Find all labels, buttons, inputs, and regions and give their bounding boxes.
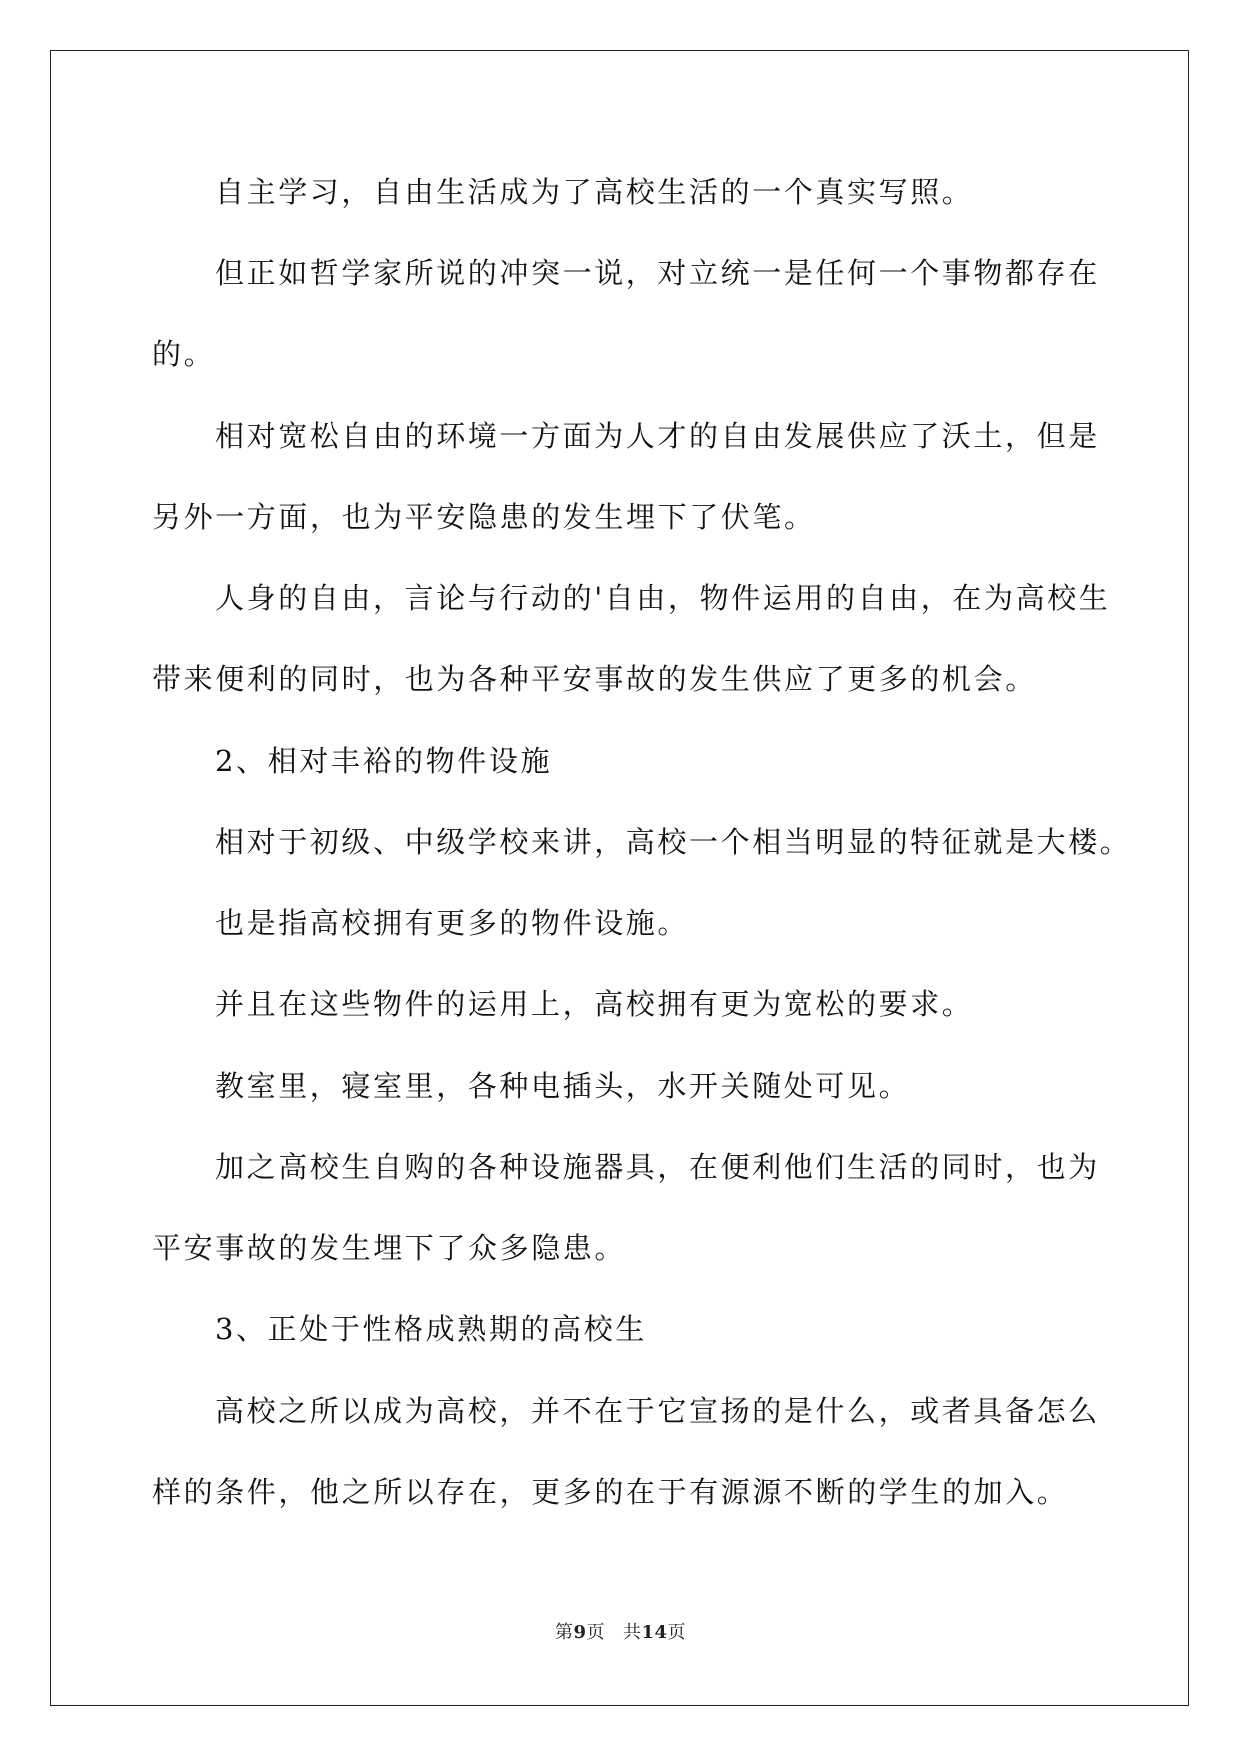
paragraph-line: 的。 [152,337,216,371]
paragraph-line: 教室里，寝室里，各种电插头，水开关随处可见。 [215,1069,911,1103]
paragraph-line: 也是指高校拥有更多的物件设施。 [215,906,690,940]
paragraph-line: 人身的自由，言论与行动的'自由，物件运用的自由，在为高校生 [215,581,1111,615]
section-heading: 2、相对丰裕的物件设施 [215,744,553,778]
section-heading: 3、正处于性格成熟期的高校生 [215,1312,647,1346]
paragraph-line: 但正如哲学家所说的冲突一说，对立统一是任何一个事物都存在 [215,256,1100,290]
page-suffix: 页 [586,1622,605,1643]
paragraph-line: 自主学习，自由生活成为了高校生活的一个真实写照。 [215,175,974,209]
paragraph-line: 加之高校生自购的各种设施器具，在便利他们生活的同时，也为 [215,1150,1100,1184]
page-prefix: 第 [554,1622,574,1643]
page-number: 9 [573,1622,587,1643]
total-pages: 14 [641,1622,668,1643]
paragraph-line: 并且在这些物件的运用上，高校拥有更为宽松的要求。 [215,987,974,1021]
paragraph-line: 相对宽松自由的环境一方面为人才的自由发展供应了沃土，但是 [215,419,1100,453]
paragraph-line: 带来便利的同时，也为各种平安事故的发生供应了更多的机会。 [152,662,1037,696]
paragraph-line: 高校之所以成为高校，并不在于它宣扬的是什么，或者具备怎么 [215,1394,1100,1428]
page-footer [0,1618,1241,1644]
page-border [50,50,1189,1706]
paragraph-line: 平安事故的发生埋下了众多隐患。 [152,1231,627,1265]
total-suffix: 页 [667,1622,687,1643]
paragraph-line: 另外一方面，也为平安隐患的发生埋下了伏笔。 [152,500,816,534]
paragraph-line: 样的条件，他之所以存在，更多的在于有源源不断的学生的加入。 [152,1475,1069,1509]
paragraph-line: 相对于初级、中级学校来讲，高校一个相当明显的特征就是大楼。 [215,825,1132,859]
total-prefix: 共 [622,1622,642,1643]
